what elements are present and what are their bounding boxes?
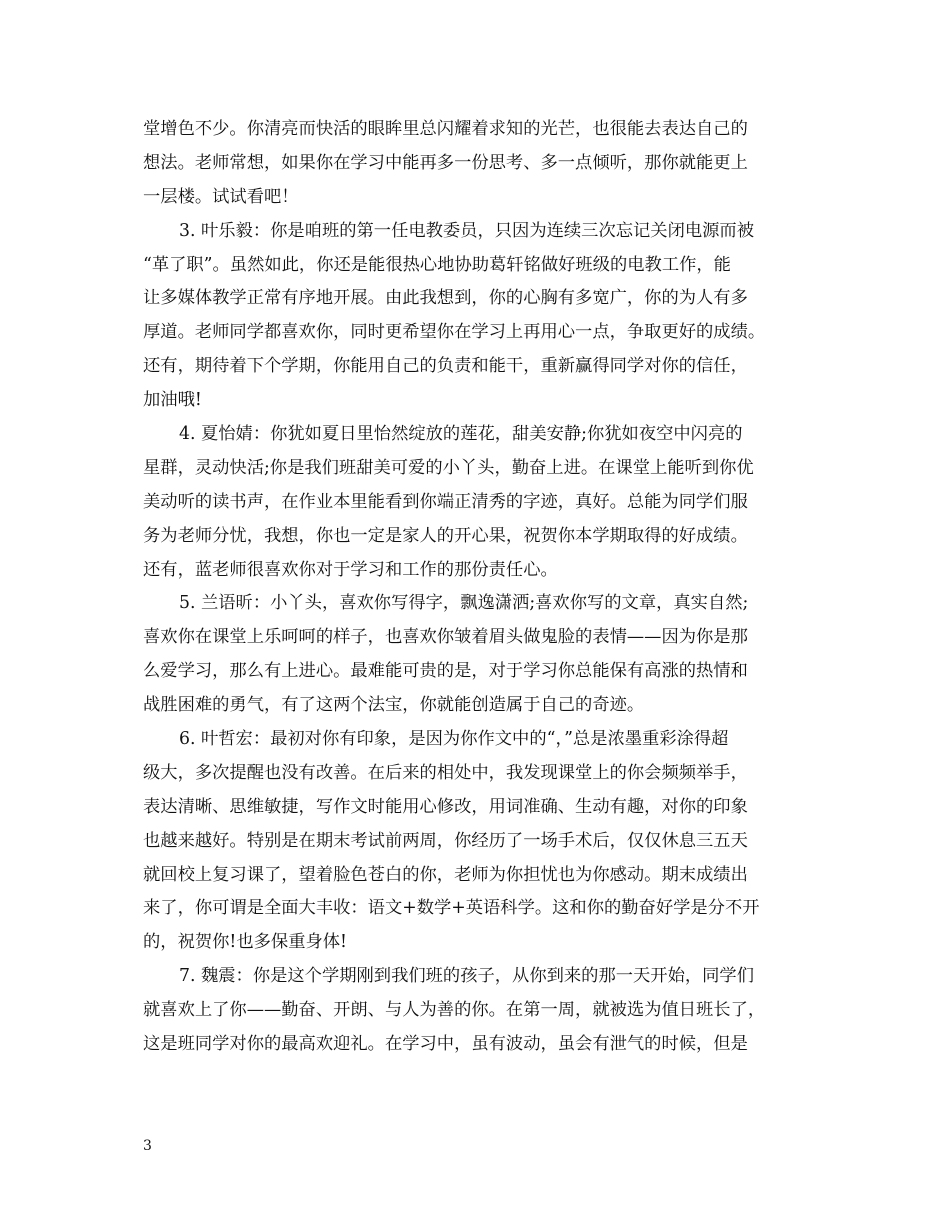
- text-line: 这是班同学对你的最高欢迎礼。在学习中，虽有波动，虽会有泄气的时候，但是: [143, 1034, 748, 1055]
- document-body: [143, 113, 823, 1062]
- text-line: 美动听的读书声，在作业本里能看到你端正清秀的字迹，真好。总能为同学们服: [143, 491, 748, 512]
- text-line: 堂增色不少。你清亮而快活的眼眸里总闪耀着求知的光芒，也很能去表达自己的: [143, 119, 748, 139]
- text-line: 的，祝贺你!也多保重身体!: [143, 932, 347, 953]
- text-line: 务为老师分忧，我想，你也一定是家人的开心果，祝贺你本学期取得的好成绩。: [143, 525, 748, 546]
- text-line: 想法。老师常想，如果你在学习中能再多一份思考、多一点倾听，那你就能更上: [143, 152, 748, 173]
- text-line: 3. 叶乐毅：你是咱班的第一任电教委员，只因为连续三次忘记关闭电源而被: [179, 220, 754, 241]
- text-line: 4. 夏怡婧：你犹如夏日里怡然绽放的莲花，甜美安静;你犹如夜空中闪亮的: [179, 424, 743, 445]
- text-line: 表达清晰、思维敏捷，写作文时能用心修改，用词准确、生动有趣，对你的印象: [143, 796, 748, 817]
- text-line: 就喜欢上了你——勤奋、开朗、与人为善的你。在第一周，就被选为值日班长了，: [143, 1000, 766, 1021]
- text-line: 也越来越好。特别是在期末考试前两周，你经历了一场手术后，仅仅休息三五天: [143, 830, 748, 851]
- text-line: 7. 魏震：你是这个学期刚到我们班的孩子，从你到来的那一天开始，同学们: [179, 966, 754, 987]
- text-line: 厚道。老师同学都喜欢你，同时更希望你在学习上再用心一点，争取更好的成绩。: [143, 322, 766, 343]
- text-line: 还有，期待着下个学期，你能用自己的负责和能干，重新赢得同学对你的信任，: [143, 356, 748, 377]
- text-line: 么爱学习，那么有上进心。最难能可贵的是，对于学习你总能保有高涨的热情和: [143, 661, 748, 682]
- text-line: 还有，蓝老师很喜欢你对于学习和工作的那份责任心。: [143, 559, 558, 580]
- text-line: 星群，灵动快活;你是我们班甜美可爱的小丫头，勤奋上进。在课堂上能听到你优: [143, 457, 754, 478]
- text-line: 加油哦!: [143, 390, 202, 411]
- text-line: 6. 叶哲宏：最初对你有印象，是因为你作文中的“，”总是浓墨重彩涂得超: [179, 729, 729, 750]
- page-number: 3: [143, 1138, 152, 1154]
- text-line: 喜欢你在课堂上乐呵呵的样子，也喜欢你皱着眉头做鬼脸的表情——因为你是那: [143, 627, 748, 648]
- text-line: 级大，多次提醒也没有改善。在后来的相处中，我发现课堂上的你会频频举手，: [143, 762, 748, 783]
- text-line: 就回校上复习课了，望着脸色苍白的你，老师为你担忧也为你感动。期末成绩出: [143, 864, 748, 885]
- text-line: 一层楼。试试看吧！: [143, 186, 299, 207]
- text-line: “革了职”。虽然如此，你还是能很热心地协助葛轩铭做好班级的电教工作，能: [143, 254, 731, 275]
- text-line: 来了，你可谓是全面大丰收：语文+数学+英语科学。这和你的勤奋好学是分不开: [143, 898, 760, 919]
- text-line: 战胜困难的勇气，有了这两个法宝，你就能创造属于自己的奇迹。: [143, 695, 645, 716]
- text-line: 5. 兰语昕：小丫头，喜欢你写得字，飘逸潇洒;喜欢你写的文章，真实自然;: [179, 593, 749, 614]
- text-line: 让多媒体教学正常有序地开展。由此我想到，你的心胸有多宽广，你的为人有多: [143, 288, 748, 309]
